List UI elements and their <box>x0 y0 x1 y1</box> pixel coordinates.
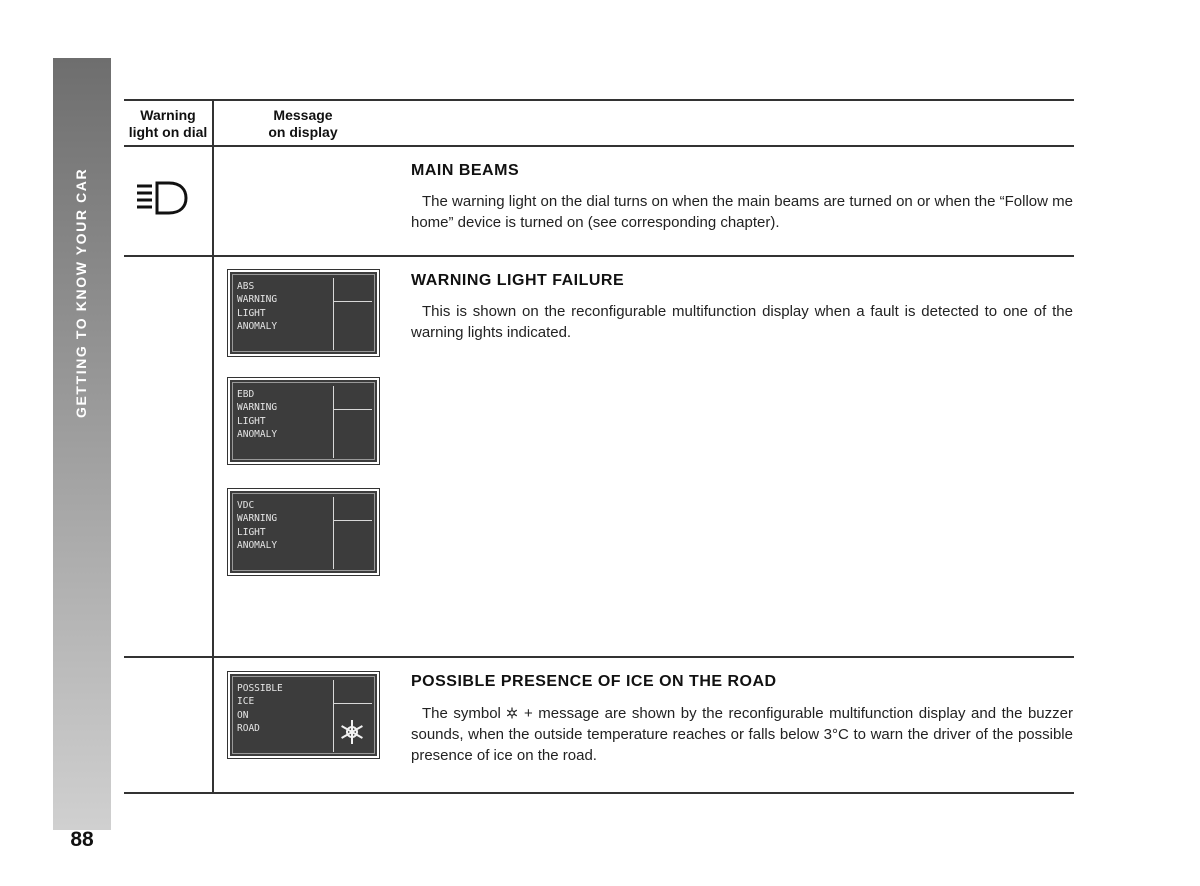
section-title-main-beams: MAIN BEAMS <box>411 162 520 179</box>
page-number: 88 <box>70 828 94 851</box>
display-divider <box>334 409 372 410</box>
display-message: EBD WARNING LIGHT ANOMALY <box>237 389 278 440</box>
column-header-message: Message on display <box>268 107 338 140</box>
display-vdc-anomaly <box>230 491 377 573</box>
display-ice-on-road <box>230 674 377 756</box>
display-message: VDC WARNING LIGHT ANOMALY <box>237 500 278 551</box>
display-divider <box>334 703 372 704</box>
column-divider <box>212 99 214 794</box>
display-divider <box>333 278 334 350</box>
table-header-rule <box>124 145 1074 147</box>
row-divider-1 <box>124 255 1074 257</box>
sidebar-band <box>53 58 111 851</box>
snowflake-icon <box>506 707 518 719</box>
display-message: ABS WARNING LIGHT ANOMALY <box>237 281 278 332</box>
table-top-rule <box>124 99 1074 101</box>
section-body-ice-on-road: The symbol + message are shown by the reconfigurable multifunction display and the buzzer sounds, when the outside temperature reaches or falls below 3°C to warn the driver of the possible presence of ice on the road. <box>411 705 1073 764</box>
chapter-title: GETTING TO KNOW YOUR CAR <box>73 167 89 418</box>
display-ebd-anomaly <box>230 380 377 462</box>
section-title-ice-on-road: POSSIBLE PRESENCE OF ICE ON THE ROAD <box>411 673 777 690</box>
display-divider <box>333 680 334 752</box>
column-header-warning-light: Warning light on dial <box>128 107 208 140</box>
display-message: POSSIBLE ICE ON ROAD <box>237 683 283 734</box>
section-title-warning-light-failure: WARNING LIGHT FAILURE <box>411 272 625 289</box>
display-divider <box>333 386 334 458</box>
display-divider <box>334 520 372 521</box>
main-beam-icon <box>135 180 189 216</box>
section-body-warning-light-failure: This is shown on the reconfigurable multifunction display when a fault is detected to one of the warning lights indicated. <box>411 303 1073 341</box>
table-bottom-rule <box>124 792 1074 794</box>
display-abs-anomaly <box>230 272 377 354</box>
row-divider-2 <box>124 656 1074 658</box>
display-divider <box>334 301 372 302</box>
snowflake-icon <box>338 718 366 746</box>
display-divider <box>333 497 334 569</box>
section-body-main-beams: The warning light on the dial turns on when the main beams are turned on or when the “Follow me home” device is turned on (see corresponding chapter). <box>411 193 1073 231</box>
